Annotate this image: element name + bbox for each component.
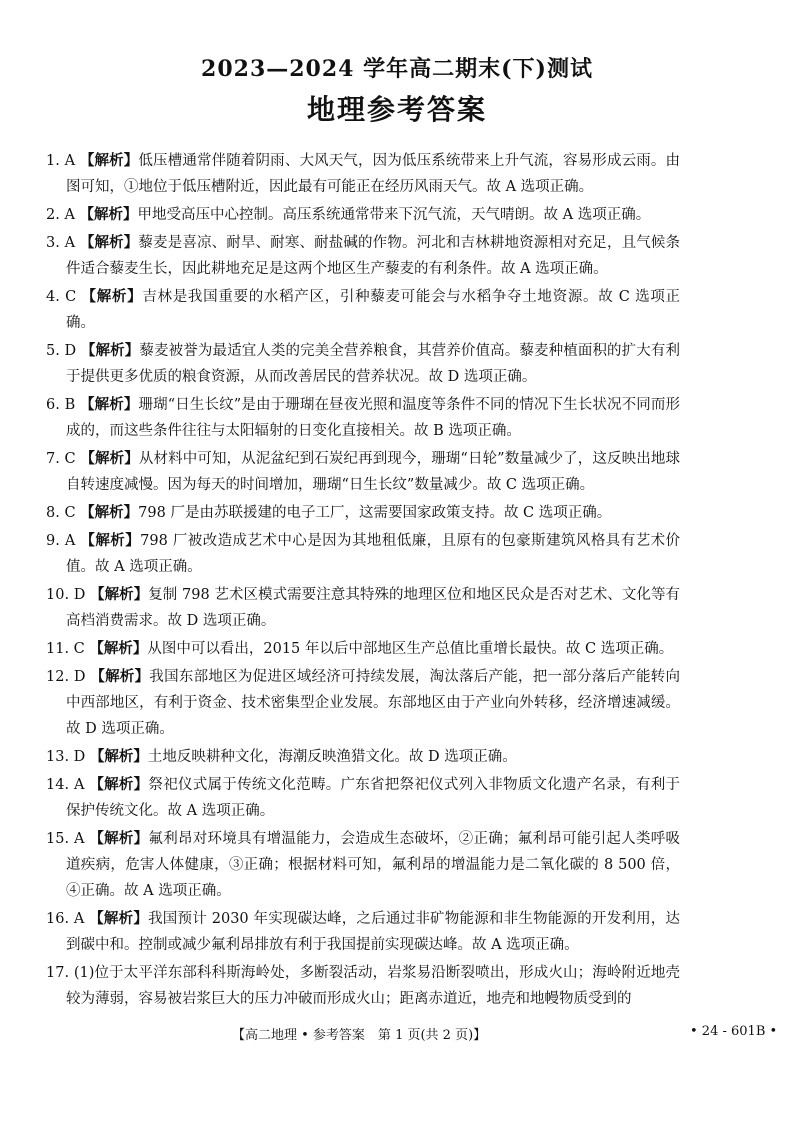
analysis-tag: 【解析】: [90, 586, 149, 603]
answer-number: 10. D: [46, 587, 86, 603]
answer-text: 从材料中可知，从泥盆纪到石炭纪再到现今，珊瑚“日轮”数量减少了，这反映出地球自转速度减慢。因为每天的时间增加，珊瑚“日生长纹”数量减少。故 C 选项正确。: [66, 451, 680, 493]
answer-number: 2. A: [46, 207, 75, 223]
answer-number: 6. B: [46, 397, 76, 413]
answer-text: 复制 798 艺术区模式需要注意其特殊的地理区位和地区民众是否对艺术、文化等有高档消费需求。故 D 选项正确。: [66, 587, 681, 629]
answer-item: [46, 148, 680, 200]
analysis-tag: 【解析】: [90, 668, 150, 685]
analysis-tag: 【解析】: [79, 396, 139, 413]
analysis-tag: 【解析】: [80, 450, 139, 467]
answer-number: 17.: [46, 965, 70, 981]
answer-text: 798 厂是由苏联援建的电子工厂，这需要国家政策支持。故 C 选项正确。: [138, 505, 612, 521]
answer-item: [46, 202, 680, 228]
answer-item: [46, 636, 680, 662]
answer-list: [46, 148, 680, 1014]
answer-text: 我国东部地区为促进区域经济可持续发展，淘汰落后产能，把一部分落后产能转向中西部地区，有利于资金、技术密集型企业发展。东部地区由于产业向外转移，经济增速减缓。故 D 选项正确。: [66, 669, 681, 737]
answer-item: [46, 500, 680, 526]
answer-number: 4. C: [46, 289, 77, 305]
answer-text: 低压槽通常伴随着阴雨、大风天气，因为低压系统带来上升气流，容易形成云雨。由图可知，①地位于低压槽附近，因此最有可能正在经历风雨天气。故 A 选项正确。: [66, 153, 681, 195]
answer-text: 798 厂被改造成艺术中心是因为其地租低廉，且原有的包豪斯建筑风格具有艺术价值。故 A 选项正确。: [66, 533, 681, 575]
answer-number: 12. D: [46, 669, 86, 685]
answer-item: [46, 664, 680, 742]
answer-text: 吉林是我国重要的水稻产区，引种藜麦可能会与水稻争夺土地资源。故 C 选项正确。: [66, 289, 681, 331]
answer-text: 从图中可以看出，2015 年以后中部地区生产总值比重增长最快。故 C 选项正确。: [147, 641, 674, 657]
analysis-tag: 【解析】: [80, 342, 140, 359]
analysis-tag: 【解析】: [79, 234, 139, 251]
answer-item: [46, 284, 680, 336]
answer-number: 15. A: [46, 831, 85, 847]
answer-number: 9. A: [46, 533, 76, 549]
answer-text: (1)位于太平洋东部科科斯海岭处，多断裂活动，岩浆易沿断裂喷出，形成火山；海岭附近地壳较为薄弱，容易被岩浆巨大的压力冲破而形成火山；距离赤道近，地壳和地幔物质受到的: [66, 965, 681, 1007]
analysis-tag: 【解析】: [89, 748, 148, 765]
answer-text: 祭祀仪式属于传统文化范畴。广东省把祭祀仪式列入非物质文化遗产名录，有利于保护传统文化。故 A 选项正确。: [66, 777, 681, 819]
answer-text: 氟利昂对环境具有增温能力，会造成生态破坏，②正确；氟利昂可能引起人类呼吸道疾病，危害人体健康，③正确；根据材料可知，氟利昂的增温能力是二氧化碳的 8 500 倍，④正确。故 A 选项正确。: [66, 831, 681, 899]
answer-item: [46, 230, 680, 282]
answer-item: [46, 772, 680, 824]
answer-text: 土地反映耕种文化，海潮反映渔猎文化。故 D 选项正确。: [147, 749, 517, 765]
analysis-tag: 【解析】: [79, 152, 139, 169]
analysis-tag: 【解析】: [89, 830, 149, 847]
answer-text: 我国预计 2030 年实现碳达峰，之后通过非矿物能源和非生物能源的开发利用，达到碳中和。控制或减少氟利昂排放有利于我国提前实现碳达峰。故 A 选项正确。: [66, 911, 681, 953]
answer-item: [46, 446, 680, 498]
answer-item: [46, 906, 680, 958]
answer-item: [46, 744, 680, 770]
analysis-tag: 【解析】: [80, 532, 141, 549]
answer-item: [46, 582, 680, 634]
answer-number: 5. D: [46, 343, 77, 359]
answer-number: 11. C: [46, 641, 85, 657]
answer-item: [46, 338, 680, 390]
analysis-tag: 【解析】: [89, 910, 149, 927]
answer-text: 藜麦是喜凉、耐旱、耐寒、耐盐碱的作物。河北和吉林耕地资源相对充足，且气候条件适合藜麦生长，因此耕地充足是这两个地区生产藜麦的有利条件。故 A 选项正确。: [66, 235, 681, 277]
answer-text: 甲地受高压中心控制。高压系统通常带来下沉气流，天气晴朗。故 A 选项正确。: [137, 207, 651, 223]
page-title: 2023—2024 学年高二期末(下)测试: [201, 56, 593, 82]
footer-page-info: 【高二地理 • 参考答案 第 1 页(共 2 页)】: [232, 1028, 487, 1043]
answer-number: 14. A: [46, 777, 85, 793]
page-subtitle: 地理参考答案: [306, 93, 487, 126]
analysis-tag: 【解析】: [81, 288, 143, 305]
analysis-tag: 【解析】: [89, 776, 149, 793]
answer-number: 3. A: [46, 235, 76, 251]
answer-item: [46, 528, 680, 580]
answer-item: [46, 392, 680, 444]
answer-number: 1. A: [46, 153, 76, 169]
answer-number: 16. A: [46, 911, 85, 927]
answer-number: 8. C: [46, 505, 76, 521]
answer-item: [46, 960, 680, 1012]
analysis-tag: 【解析】: [79, 206, 138, 223]
answer-number: 7. C: [46, 451, 76, 467]
analysis-tag: 【解析】: [89, 640, 148, 657]
footer-code: • 24 - 601B •: [690, 1024, 778, 1039]
answer-text: 珊瑚“日生长纹”是由于珊瑚在昼夜光照和温度等条件不同的情况下生长状况不同而形成的，而这些条件往往与太阳辐射的日变化直接相关。故 B 选项正确。: [66, 397, 681, 439]
answer-text: 藜麦被誉为最适宜人类的完美全营养粮食，其营养价值高。藜麦种植面积的扩大有利于提供更多优质的粮食资源，从而改善居民的营养状况。故 D 选项正确。: [66, 343, 681, 385]
answer-item: [46, 826, 680, 904]
answer-number: 13. D: [46, 749, 86, 765]
analysis-tag: 【解析】: [80, 504, 139, 521]
